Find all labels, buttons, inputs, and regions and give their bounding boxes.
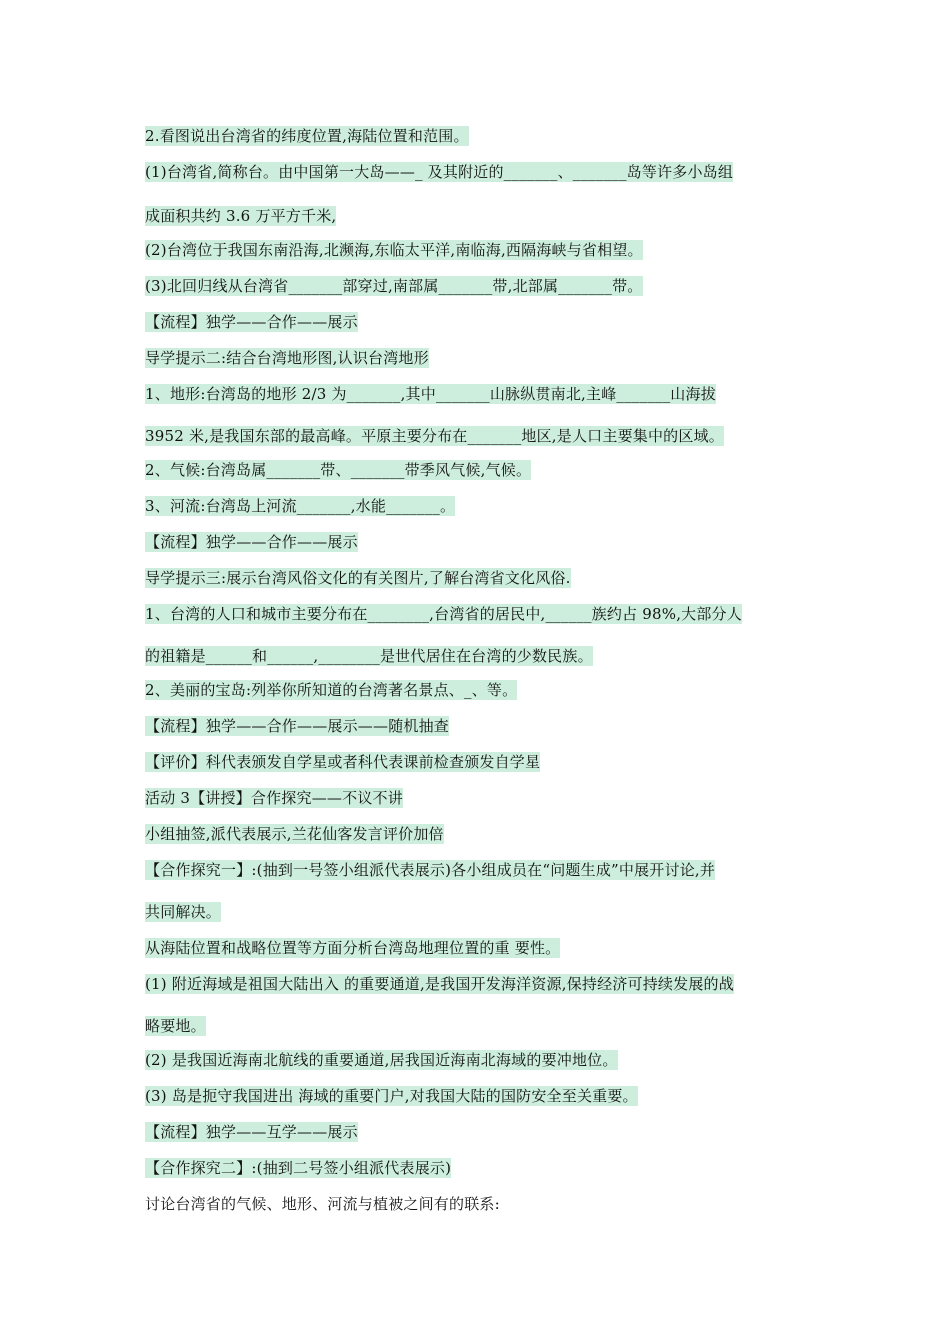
text-line — [145, 860, 815, 880]
highlighted-text: 导学提示三:展示台湾风俗文化的有关图片,了解台湾省文化风俗. — [145, 569, 571, 587]
highlighted-text: 导学提示二:结合台湾地形图,认识台湾地形 — [145, 349, 429, 367]
highlighted-text: 【流程】独学——合作——展示——随机抽查 — [145, 717, 450, 735]
text-line — [145, 312, 815, 332]
text-line — [145, 460, 815, 480]
text-line — [145, 496, 815, 516]
highlighted-text: (1) 附近海域是祖国大陆出入 的重要通道,是我国开发海洋资源,保持经济可持续发展的战 — [145, 975, 734, 993]
highlighted-text: 略要地。 — [145, 1017, 206, 1035]
text-line — [145, 824, 815, 844]
text-line — [145, 240, 815, 260]
highlighted-text: 共同解决。 — [145, 903, 222, 921]
highlighted-text: 的祖籍是______和______,________是世代居住在台湾的少数民族。 — [145, 647, 593, 665]
highlighted-text: 【流程】独学——合作——展示 — [145, 533, 358, 551]
text-line — [145, 1086, 815, 1106]
plain-text: 讨论台湾省的气候、地形、河流与植被之间有的联系: — [145, 1195, 500, 1213]
text-line — [145, 938, 815, 958]
highlighted-text: 2.看图说出台湾省的纬度位置,海陆位置和范围。 — [145, 127, 469, 145]
highlighted-text: (3)北回归线从台湾省_______部穿过,南部属_______带,北部属_______带。 — [145, 277, 643, 295]
text-line — [145, 788, 815, 808]
text-line — [145, 162, 815, 182]
text-line — [145, 348, 815, 368]
text-line — [145, 604, 815, 624]
text-line — [145, 1194, 815, 1214]
highlighted-text: (2)台湾位于我国东南沿海,北濒海,东临太平洋,南临海,西隔海峡与省相望。 — [145, 241, 643, 259]
highlighted-text: 成面积共约 3.6 万平方千米, — [145, 207, 337, 225]
highlighted-text: 【流程】独学——合作——展示 — [145, 313, 358, 331]
text-line — [145, 568, 815, 588]
text-line — [145, 276, 815, 296]
highlighted-text: 【合作探究一】:(抽到一号签小组派代表展示)各小组成员在“问题生成”中展开讨论,并 — [145, 861, 716, 879]
highlighted-text: 从海陆位置和战略位置等方面分析台湾岛地理位置的重 要性。 — [145, 939, 561, 957]
text-line — [145, 646, 815, 666]
text-line — [145, 1158, 815, 1178]
text-line — [145, 680, 815, 700]
highlighted-text: 【流程】独学——互学——展示 — [145, 1123, 358, 1141]
highlighted-text: 【合作探究二】:(抽到二号签小组派代表展示) — [145, 1159, 452, 1177]
highlighted-text: 活动 3【讲授】合作探究——不议不讲 — [145, 789, 403, 807]
highlighted-text: 2、美丽的宝岛:列举你所知道的台湾著名景点、_、等。 — [145, 681, 518, 699]
highlighted-text: 3、河流:台湾岛上河流_______,水能_______。 — [145, 497, 456, 515]
text-line — [145, 1122, 815, 1142]
text-line — [145, 426, 815, 446]
text-line — [145, 532, 815, 552]
text-line — [145, 126, 815, 146]
highlighted-text: 2、气候:台湾岛属_______带、_______带季风气候,气候。 — [145, 461, 532, 479]
highlighted-text: (1)台湾省,简称台。由中国第一大岛——_ 及其附近的_______、_______岛等许多小岛组 — [145, 163, 734, 181]
text-line — [145, 902, 815, 922]
highlighted-text: 1、地形:台湾岛的地形 2/3 为_______,其中_______山脉纵贯南北,主峰_______山海拔 — [145, 385, 716, 403]
text-line — [145, 206, 815, 226]
text-line — [145, 1050, 815, 1070]
highlighted-text: 【评价】科代表颁发自学星或者科代表课前检查颁发自学星 — [145, 753, 541, 771]
highlighted-text: (2) 是我国近海南北航线的重要通道,居我国近海南北海域的要冲地位。 — [145, 1051, 618, 1069]
highlighted-text: 3952 米,是我国东部的最高峰。平原主要分布在_______地区,是人口主要集中的区域。 — [145, 427, 724, 445]
highlighted-text: 小组抽签,派代表展示,兰花仙客发言评价加倍 — [145, 825, 444, 843]
text-line — [145, 752, 815, 772]
text-line — [145, 384, 815, 404]
highlighted-text: 1、台湾的人口和城市主要分布在________,台湾省的居民中,______族约占 98%,大部分人 — [145, 605, 742, 623]
text-line — [145, 716, 815, 736]
text-line — [145, 974, 815, 994]
text-line — [145, 1016, 815, 1036]
highlighted-text: (3) 岛是扼守我国进出 海域的重要门户,对我国大陆的国防安全至关重要。 — [145, 1087, 638, 1105]
